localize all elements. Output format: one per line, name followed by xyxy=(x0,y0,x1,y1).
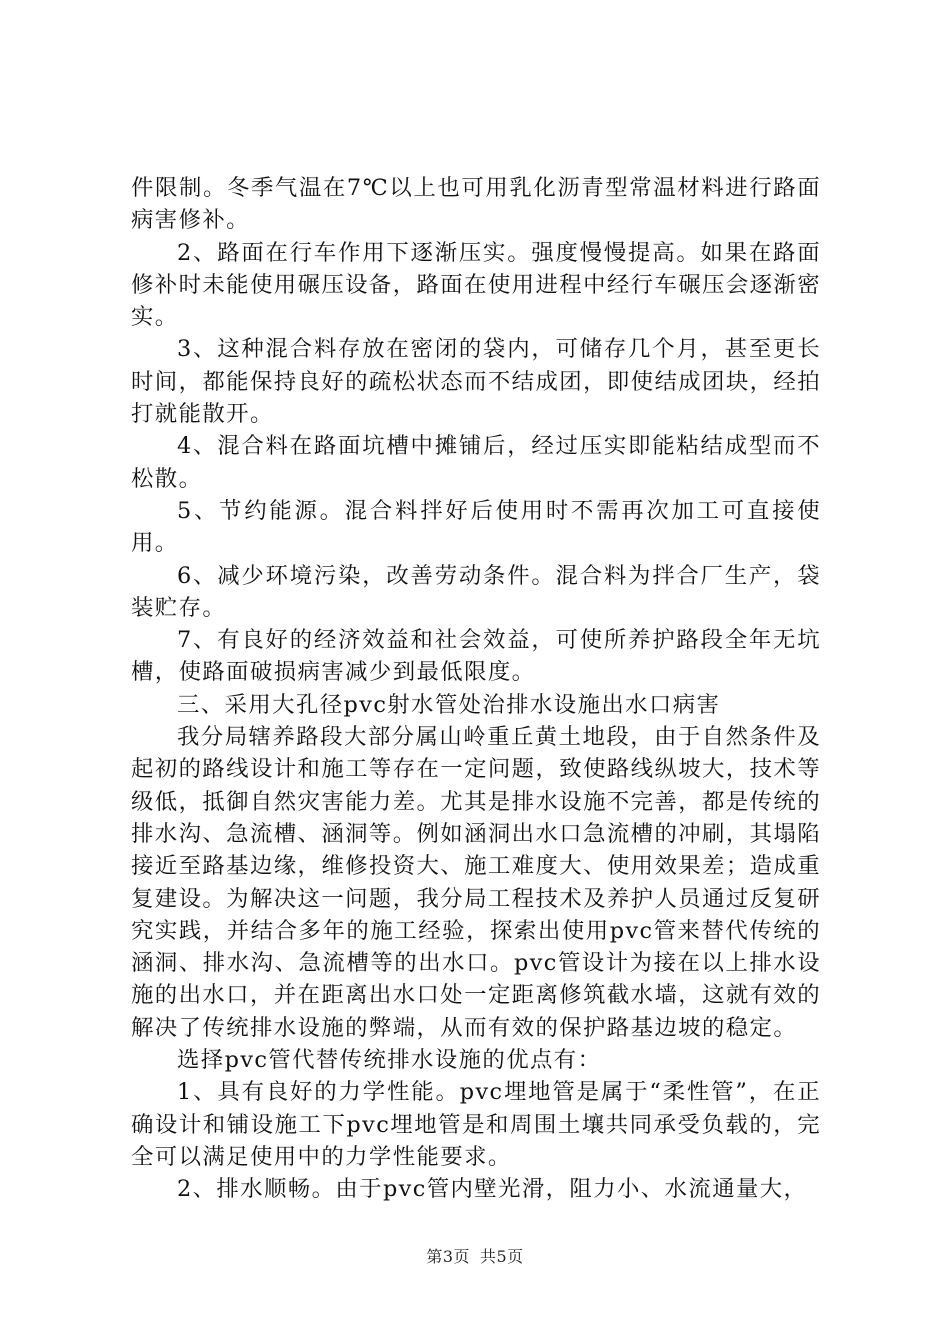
paragraph-11: 1、具有良好的力学性能。pvc埋地管是属于“柔性管”，在正确设计和铺设施工下pvc埋地管是和周围土壤共同承受负载的，完全可以满足使用中的力学性能要求。 xyxy=(131,1079,821,1170)
paragraph-1: 件限制。冬季气温在7℃以上也可用乳化沥青型常温材料进行路面病害修补。 xyxy=(131,175,821,234)
paragraph-9: 我分局辖养路段大部分属山岭重丘黄土地段，由于自然条件及起初的路线设计和施工等存在一定问题，致使路线纵坡大，技术等级低，抵御自然灾害能力差。尤其是排水设施不完善，都是传统的排水沟、急流槽、涵洞等。例如涵洞出水口急流槽的冲刷，其塌陷接近至路基边缘，维修投资大、施工难度大、使用效果差；造成重复建设。为解决这一问题，我分局工程技术及养护人员通过反复研究实践，并结合多年的施工经验，探索出使用pvc管来替代传统的涵洞、排水沟、急流槽等的出水口。pvc管设计为接在以上排水设施的出水口，并在距离出水口处一定距离修筑截水墙，这就有效的解决了传统排水设施的弊端，从而有效的保护路基边坡的稳定。 xyxy=(131,724,821,1041)
section-heading: 三、采用大孔径pvc射水管处治排水设施出水口病害 xyxy=(177,691,721,718)
paragraph-6: 6、减少环境污染，改善劳动条件。混合料为拌合厂生产，袋装贮存。 xyxy=(131,562,821,621)
paragraph-4: 4、混合料在路面坑槽中摊铺后，经过压实即能粘结成型而不松散。 xyxy=(131,433,821,492)
paragraph-3: 3、这种混合料存放在密闭的袋内，可储存几个月，甚至更长时间，都能保持良好的疏松状态而不结成团，即使结成团块，经拍打就能散开。 xyxy=(131,336,821,428)
paragraph-10: 选择pvc管代替传统排水设施的优点有： xyxy=(177,1047,602,1074)
paragraph-7: 7、有良好的经济效益和社会效益，可使所养护路段全年无坑槽，使路面破损病害减少到最低限度。 xyxy=(131,627,821,686)
page-footer xyxy=(0,1244,950,1267)
document-body xyxy=(131,172,821,1206)
page-total: 共5页 xyxy=(480,1247,524,1266)
paragraph-12: 2、排水顺畅。由于pvc管内壁光滑，阻力小、水流通量大， xyxy=(177,1176,808,1203)
page-number: 第3页 xyxy=(426,1247,470,1266)
paragraph-5: 5、节约能源。混合料拌好后使用时不需再次加工可直接使用。 xyxy=(131,497,821,557)
paragraph-2: 2、路面在行车作用下逐渐压实。强度慢慢提高。如果在路面修补时未能使用碾压设备，路面在使用进程中经行车碾压会逐渐密实。 xyxy=(131,239,821,331)
